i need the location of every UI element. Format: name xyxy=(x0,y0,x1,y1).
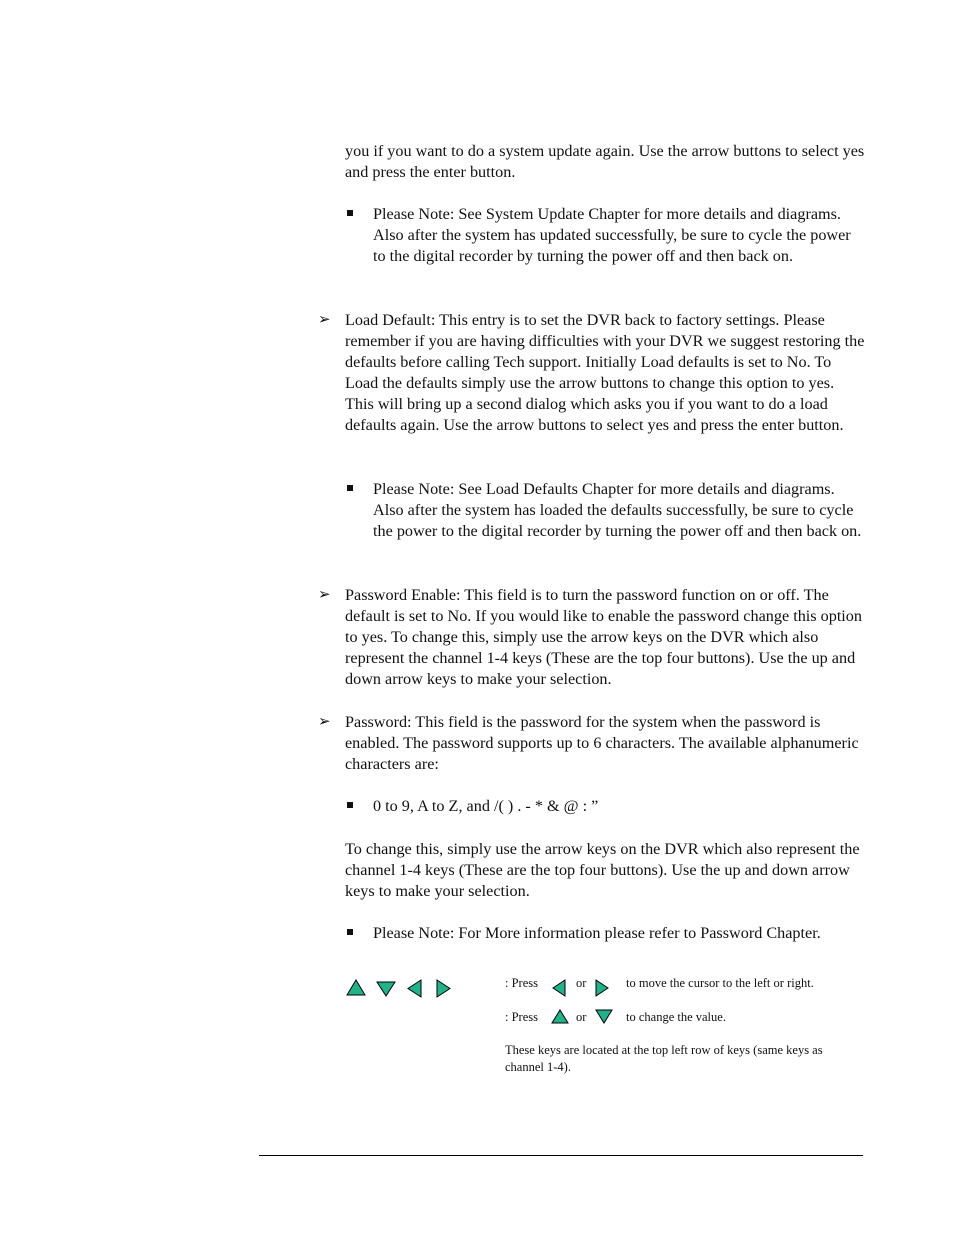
footer-rule xyxy=(259,1155,863,1156)
right-arrow-icon xyxy=(437,980,450,997)
note-password: Please Note: For More information please refer to Password Chapter. xyxy=(373,924,821,942)
left-arrow-icon xyxy=(551,978,567,998)
right-arrow-icon xyxy=(594,978,610,998)
legend-or: or xyxy=(576,1010,587,1024)
paragraph-to-change: To change this, simply use the arrow keys on the DVR which also represent the channel 1-4 keys (These are the top four buttons). Use the up and down arrow keys to make your selection. xyxy=(345,840,860,900)
arrow-bullet-icon: ➢ xyxy=(318,714,331,730)
note-system-update: Please Note: See System Update Chapter for more details and diagrams. Also after the system has updated successfully, be sure to cycle the power to the digital recorder by turning the power off and then back on. xyxy=(373,205,851,265)
square-bullet xyxy=(347,802,353,808)
up-arrow-icon xyxy=(550,1008,570,1026)
paragraph-system-update-cont: you if you want to do a system update again. Use the arrow buttons to select yes and press the enter button. xyxy=(345,142,865,181)
note-load-defaults: Please Note: See Load Defaults Chapter for more details and diagrams. Also after the system has loaded the defaults successfully, be sure to cycle the power to the digital recorder by turning the power off and then back on. xyxy=(373,480,862,540)
legend-row2-text: to change the value. xyxy=(626,1010,726,1024)
legend-footnote: These keys are located at the top left row of keys (same keys as channel 1-4). xyxy=(505,1043,823,1074)
square-bullet xyxy=(347,929,353,935)
paragraph-password: Password: This field is the password for the system when the password is enabled. The password supports up to 6 characters. The available alphanumeric characters are: xyxy=(345,713,859,773)
arrow-bullet-icon: ➢ xyxy=(318,312,331,328)
legend-row1-text: to move the cursor to the left or right. xyxy=(626,976,814,990)
arrow-bullet-icon: ➢ xyxy=(318,587,331,603)
down-arrow-icon xyxy=(594,1008,614,1026)
square-bullet xyxy=(347,210,353,216)
square-bullet xyxy=(347,485,353,491)
arrow-keys-graphic xyxy=(346,978,456,1000)
paragraph-password-enable: Password Enable: This field is to turn the password function on or off. The default is set to No. If you would like to enable the password change this option to yes. To change this, simply use the arrow keys on the DVR which also represent the channel 1-4 keys (These are the top four buttons). Use the up and down arrow keys to make your selection. xyxy=(345,586,862,688)
paragraph-load-default: Load Default: This entry is to set the DVR back to factory settings. Please remember if you are having difficulties with your DVR we suggest restoring the defaults before calling Tech support. Initially Load defaults is set to No. To Load the defaults simply use the arrow buttons to change this option to yes. This will bring up a second dialog which asks you if you want to do a load defaults again. Use the arrow buttons to select yes and press the enter button. xyxy=(345,311,865,434)
legend-row1-prefix: : Press xyxy=(505,976,538,990)
down-arrow-icon xyxy=(377,982,395,996)
left-arrow-icon xyxy=(408,980,421,997)
legend-or: or xyxy=(576,976,587,990)
up-arrow-icon xyxy=(347,980,365,995)
password-characters: 0 to 9, A to Z, and /( ) . - * & @ : ” xyxy=(373,797,599,815)
legend-row2-prefix: : Press xyxy=(505,1010,538,1024)
